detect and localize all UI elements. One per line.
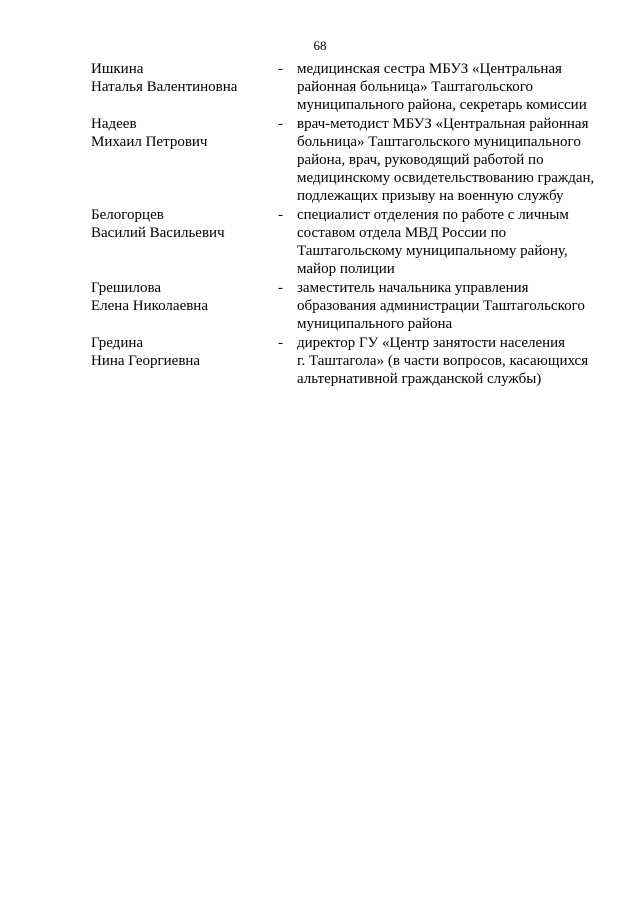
member-role-line: специалист отделения по работе с личным (297, 207, 569, 223)
member-row (0, 115, 640, 205)
member-role-line: директор ГУ «Центр занятости населения (297, 335, 566, 351)
member-role-line: заместитель начальника управления (297, 280, 529, 296)
member-dash: - (278, 335, 283, 351)
member-role-line: подлежащих призыву на военную службу (297, 188, 564, 204)
member-name (91, 115, 271, 151)
member-role-line: муниципального района (297, 316, 453, 332)
member-role-line: района, врач, руководящий работой по (297, 152, 544, 168)
member-role-line: составом отдела МВД России по (297, 225, 507, 241)
member-given-names: Наталья Валентиновна (91, 79, 238, 95)
member-given-names: Михаил Петрович (91, 134, 208, 150)
member-row (0, 206, 640, 278)
member-surname: Гредина (91, 335, 144, 351)
member-role-line: районная больница» Таштагольского (297, 79, 534, 95)
member-row (0, 60, 640, 114)
member-surname: Грешилова (91, 280, 161, 296)
member-role-line: альтернативной гражданской службы) (297, 371, 542, 387)
member-role (297, 279, 597, 333)
member-surname: Надеев (91, 116, 137, 132)
member-role-line: майор полиции (297, 261, 395, 277)
member-surname: Ишкина (91, 61, 144, 77)
member-surname: Белогорцев (91, 207, 164, 223)
member-role-line: г. Таштагола» (в части вопросов, касающихся (297, 353, 589, 369)
member-given-names: Василий Васильевич (91, 225, 225, 241)
member-role-line: образования администрации Таштагольского (297, 298, 585, 314)
member-role-line: врач-методист МБУЗ «Центральная районная (297, 116, 589, 132)
member-role-line: муниципального района, секретарь комиссии (297, 97, 587, 113)
member-row (0, 334, 640, 388)
member-name (91, 279, 271, 315)
member-row (0, 279, 640, 333)
member-dash: - (278, 116, 283, 132)
member-role-line: больница» Таштагольского муниципального (297, 134, 581, 150)
member-role (297, 115, 597, 205)
member-role (297, 334, 597, 388)
commission-member-list (0, 60, 640, 388)
member-name (91, 206, 271, 242)
member-given-names: Елена Николаевна (91, 298, 208, 314)
member-role (297, 60, 597, 114)
member-role-line: медицинская сестра МБУЗ «Центральная (297, 61, 562, 77)
page-number: 68 (313, 38, 327, 53)
member-given-names: Нина Георгиевна (91, 353, 201, 369)
member-name (91, 60, 271, 96)
member-name (91, 334, 271, 370)
member-role (297, 206, 597, 278)
member-dash: - (278, 61, 283, 77)
member-role-line: Таштагольскому муниципальному району, (297, 243, 568, 259)
member-role-line: медицинскому освидетельствованию граждан, (297, 170, 595, 186)
member-dash: - (278, 280, 283, 296)
member-dash: - (278, 207, 283, 223)
